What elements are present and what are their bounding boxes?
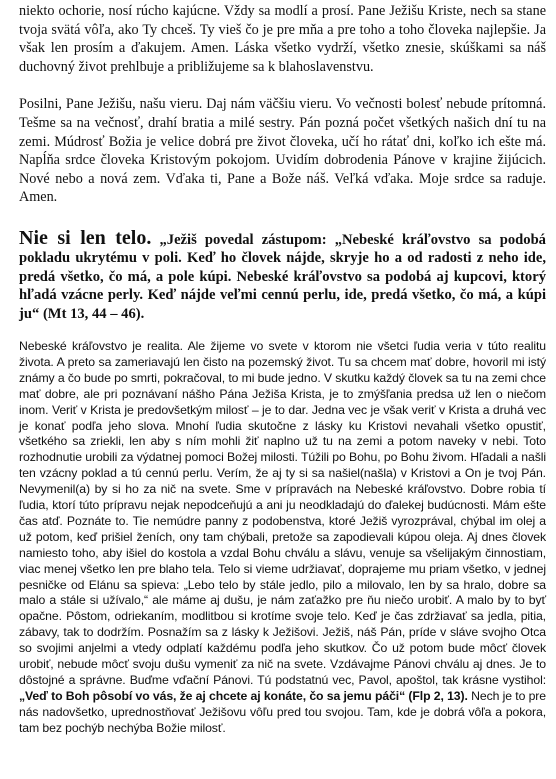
heading-title: Nie si len telo. (19, 226, 152, 249)
paragraph-faith: Posilni, Pane Ježišu, našu vieru. Daj nám väčšiu vieru. Vo večnosti bolesť nebude prítomná. Tešme sa na večnosť, drahí bratia a milé sestry. Pán pozná počet všetkých našich dní tu na zemi. Múdrosť Božia je velice dobrá pre život človeka, učí ho rátať dni, koľko ich ešte má. Napĺňa srdce človeka Kristovým pokojom. Uvidím dobrodenia Pánove v krajine žijúcich. Nové nebo a nová zem. Vďaka ti, Pane a Bože náš. Veľká vďaka. Moje srdce sa raduje. Amen. (19, 96, 546, 206)
body-text-before: Nebeské kráľovstvo je realita. Ale žijeme vo svete v ktorom nie všetci ľudia veria v túto realitu života. A preto sa zameriavajú len čisto na pozemský život. Tu sa chcem mať dobre, hovoril mi istý známy a čo bude po smrti, pokračoval, to mi bude jedno. V skutku každý človek sa tu na zemi chce mať dobre, ale pri poznávaní nášho Pána Ježiša Krista, je to zmýšľania predsa už len o niečom inom. Veriť v Krista je predovšetkým milosť – je to dar. Jedna vec je však veriť v Krista a druhá vec je konať podľa jeho slova. Mnohí ľudia skutočne z lásky ku Kristovi nevahali všetko opustiť, všetkého sa zriekli, len aby s ním mohli žiť naplno už tu na zemi a potom naveky v nebi. Toto rozhodnutie urobili za výdatnej pomoci Božej milosti. Túžili po Bohu, po Bohu živom. Hľadali a našli ten vzácny poklad a tú cennú perlu. Verím, že aj ty si sa našiel(našla) v Kristovi a On je tvoj Pán. Nevymenil(a) by si ho za nič na svete. Sme v prípravách na Nebeské kráľovstvo. Dobre robia tí ľudia, ktorí túto prípravu nejak nepodceňujú a ani ju neodkladajú do ďalekej budúcnosti. Mám ešte čas atď. Poznáte to. Tie nemúdre panny z podobenstva, ktoré Ježiš vyrozprával, chýbal im olej a už potom, keď prišiel ženích, ony tam chýbali, pretože sa zapodievali kúpou oleja. Aj dnes človek namiesto toho, aby išiel do kostola a vzdal Bohu chválu a slávu, venuje sa všelijakým činnostiam, viac menej všetko len pre blaho tela. Telo si vieme udržiavať, doprajeme mu priam všetko, v jednej pesničke od Elánu sa spieva: „Lebo telo by stále jedlo, pilo a milovalo, len by sa hralo, dobre sa malo a stále si užívalo,“ ale máme aj dušu, je nám zaťažko pre ňu niečo urobiť. A malo by to byť opačne. Pôstom, odriekaním, modlitbou si krotíme svoje telo. Keď je čas zdržiavať sa jedla, pitia, zábavy, tak to dodržím. Posnažím sa z lásky k Ježišovi. Ježiš, náš Pán, príde v sláve svojho Otca so svojimi anjelmi a vtedy odplatí každému podľa jeho skutkov. Čo už potom bude môcť človek urobiť, nebude môcť svoju dušu vymeniť za nič na svete. Vzdávajme Pánovi chválu aj dnes. Je to dôstojné a správne. Buďme vďační Pánovi. Tú podstatnú vec, Pavol, apoštol, tak krásne vystihol: (19, 338, 546, 687)
heading-quote: „Ježiš povedal zástupom: „Nebeské kráľovstvo sa podobá pokladu ukrytému v poli. Keď ho človek nájde, skryje ho a od radosti z neho ide, predá všetko, čo má, a pole kúpi. Nebeské kráľovstvo sa podobá aj kupcovi, ktorý hľadá vzácne perly. Keď nájde veľmi cennú perlu, ide, predá všetko, čo má, a kúpi ju“ (19, 231, 546, 322)
heading-reference: (Mt 13, 44 – 46). (42, 305, 145, 322)
paragraph-prayer: niekto ochorie, nosí rúcho kajúcne. Vždy sa modlí a prosí. Pane Ježišu Kriste, nech sa stane tvoja svätá vôľa, ako Ty chceš. Ty vieš čo je pre mňa a pre toho a toho človeka najlepšie. Ja však len prosím a ďakujem. Amen. Láska všetko vydrží, všetko znesie, skúškami sa náš duchovný život prehlbuje a približujeme sa k blahoslavenstvu. (19, 3, 546, 75)
body-text-after: Nech je to pre nás nadovšetko, uprednostňovať Ježišovu vôľu pred tou svojou. Tam, kde je dobrá vôľa a pokora, tam bez pochýb nechýba Božie milosť. (19, 688, 546, 735)
body-bold-quote: „Veď to Boh pôsobí vo vás, že aj chcete aj konáte, čo sa jemu páči“ (Flp 2, 13). (19, 688, 468, 703)
body-paragraph (19, 339, 546, 737)
heading-paragraph (19, 226, 546, 323)
section-heading (19, 226, 546, 323)
